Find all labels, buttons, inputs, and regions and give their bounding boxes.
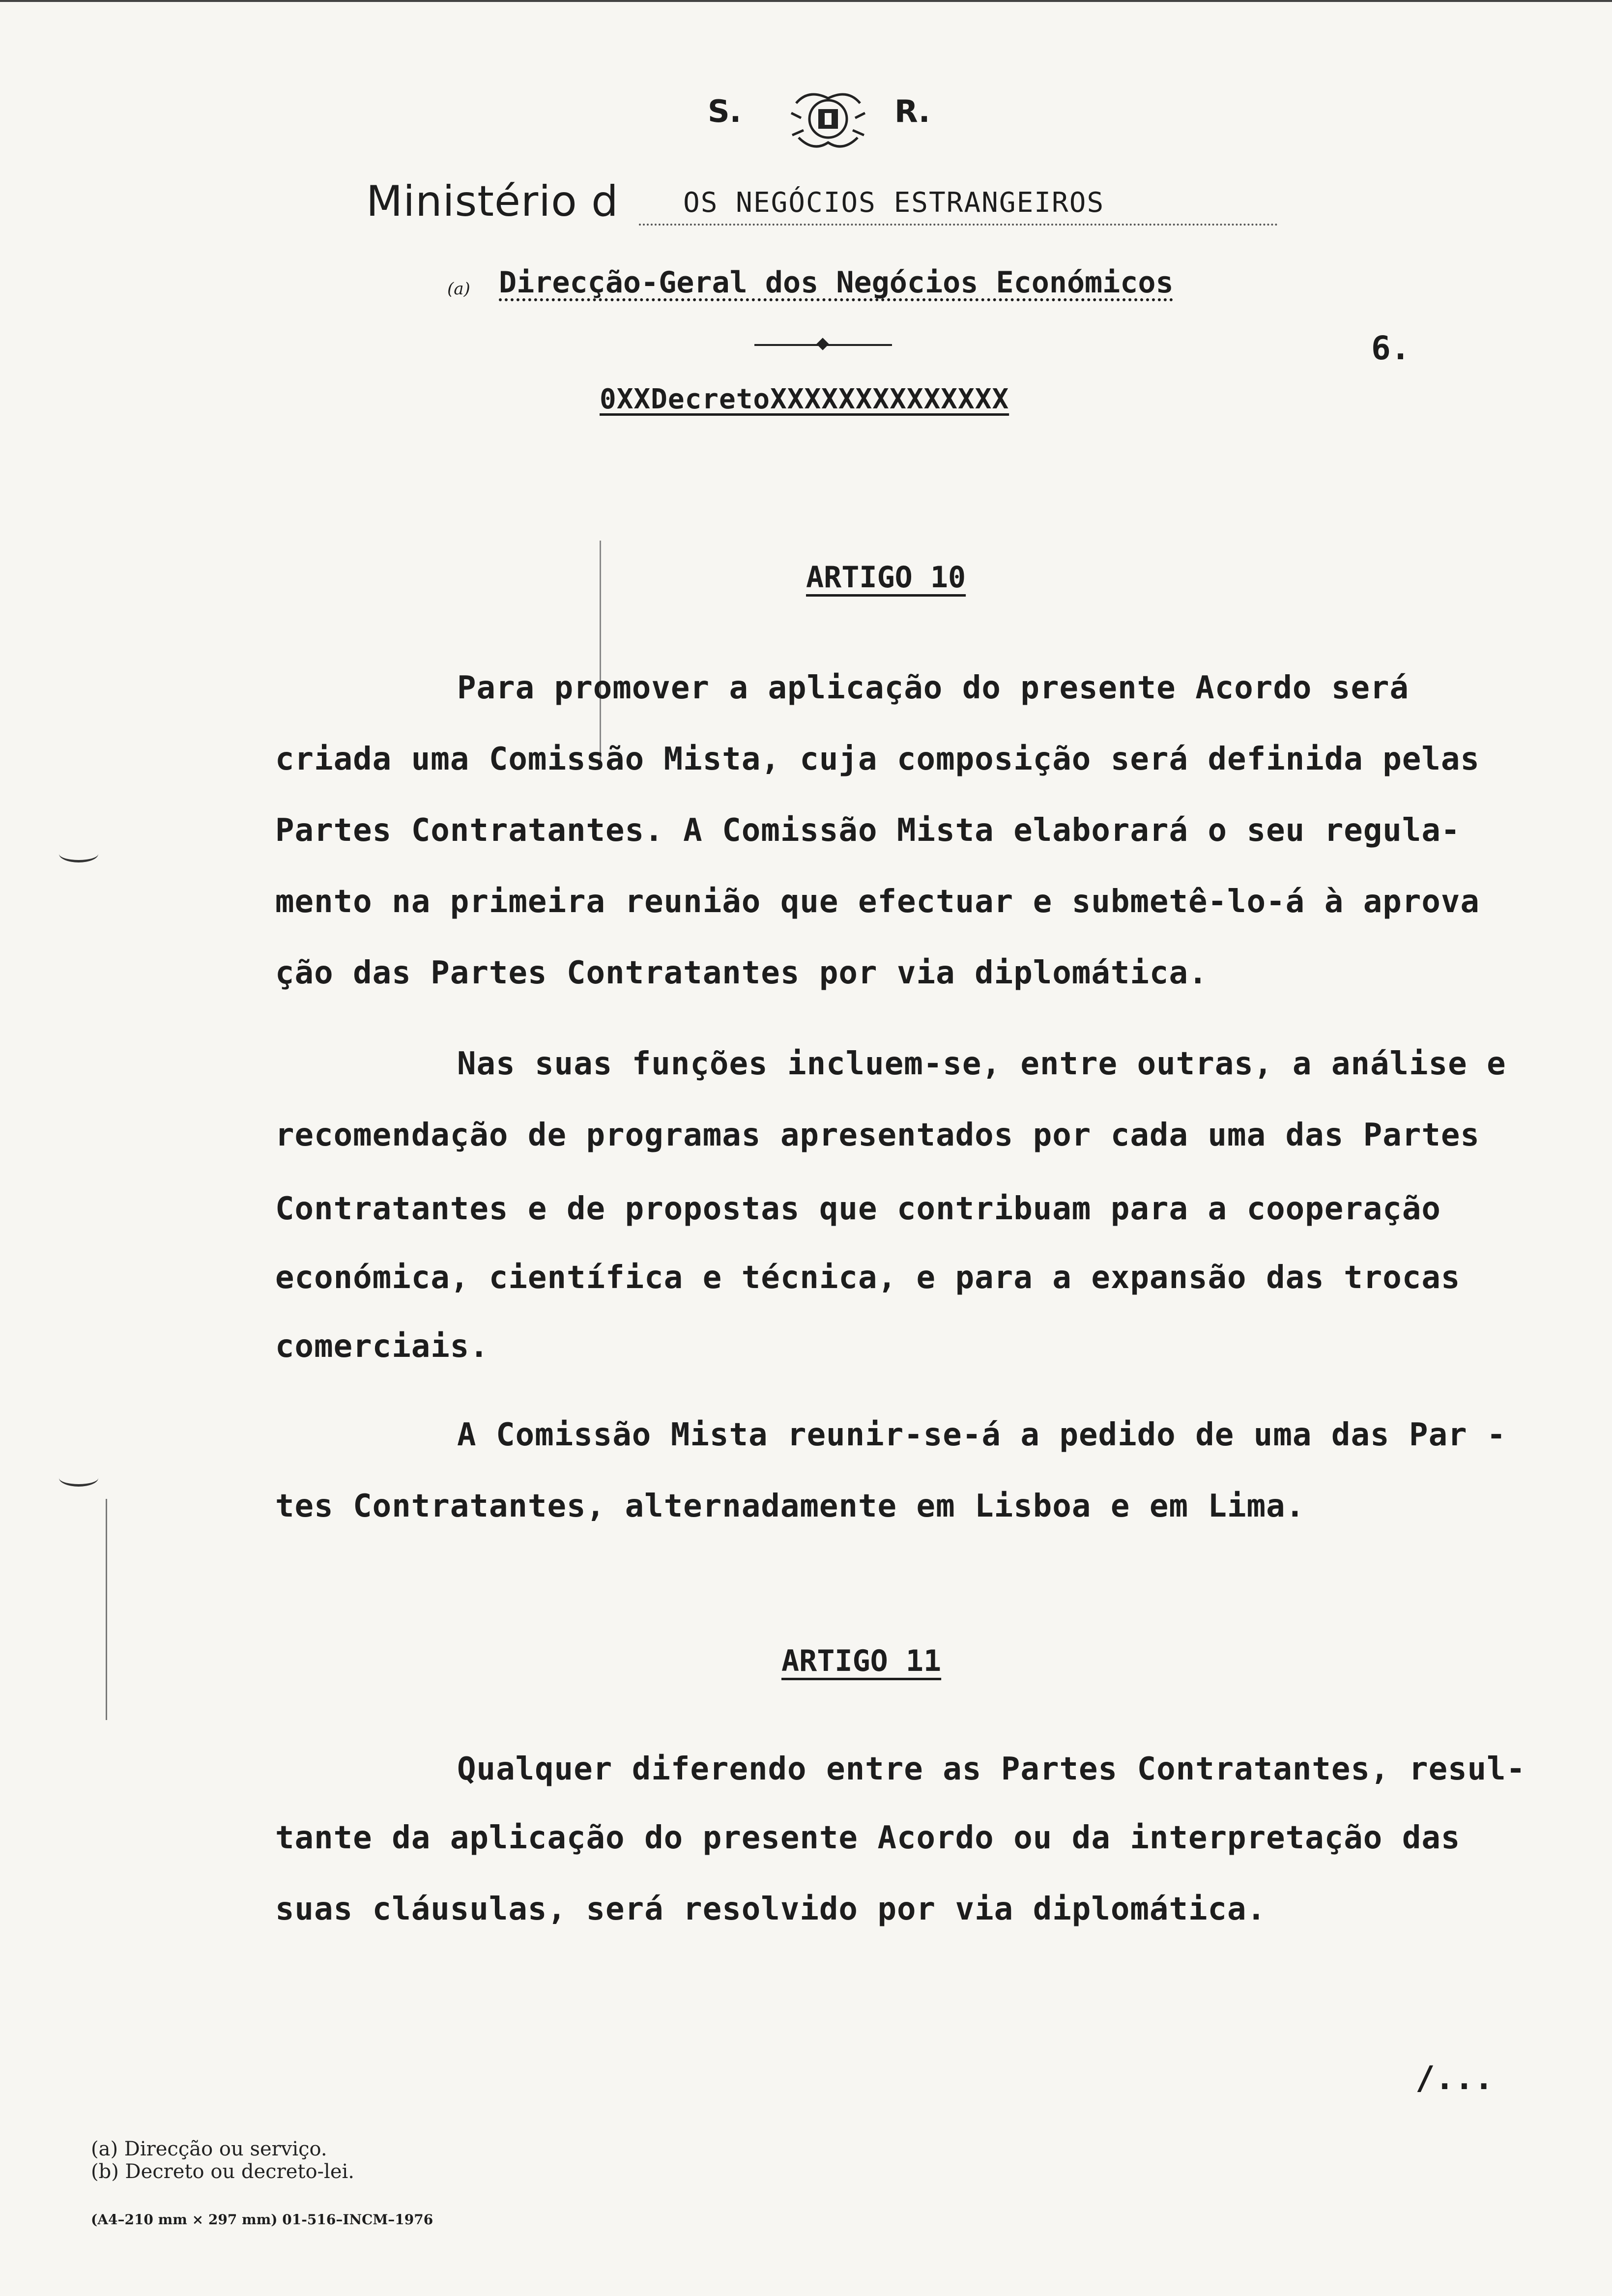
- article-10-line: A Comissão Mista reunir-se-á a pedido de uma das Par -: [457, 1417, 1506, 1453]
- footnote-b: (b) Decreto ou decreto-lei.: [91, 2160, 355, 2183]
- article-10-line: Partes Contratantes. A Comissão Mista elaborará o seu regula-: [275, 812, 1461, 849]
- article-10-line: Nas suas funções incluem-se, entre outras, a análise e: [457, 1046, 1506, 1082]
- article-10-line: Contratantes e de propostas que contribuam para a cooperação: [275, 1191, 1441, 1227]
- top-edge-rule: [0, 0, 1612, 2]
- article-10-line: ção das Partes Contratantes por via diplomática.: [275, 955, 1208, 991]
- direction-name: Direcção-Geral dos Negócios Económicos: [499, 265, 1174, 300]
- article-11-line: Qualquer diferendo entre as Partes Contratantes, resul-: [457, 1751, 1526, 1787]
- page-number: 6.: [1371, 329, 1410, 367]
- article-10-line: comerciais.: [275, 1328, 489, 1365]
- article-10-line: mento na primeira reunião que efectuar e submetê-lo-á à aprova: [275, 884, 1480, 920]
- ministry-name: OS NEGÓCIOS ESTRANGEIROS: [683, 187, 1105, 219]
- continued-mark: /...: [1415, 2059, 1494, 2097]
- punch-hole-mark: [59, 845, 98, 862]
- ministry-dotted-line: [639, 224, 1278, 226]
- letterhead-r: R.: [894, 93, 930, 129]
- ornament-diamond-icon: [816, 338, 829, 350]
- article-11-heading: ARTIGO 11: [781, 1644, 942, 1678]
- footnotes: [91, 2138, 354, 2183]
- punch-hole-mark: [59, 1469, 98, 1487]
- footnote-a: (a) Direcção ou serviço.: [91, 2138, 327, 2160]
- margin-mark: [600, 541, 601, 762]
- letterhead-s: S.: [708, 93, 742, 129]
- article-10-line: económica, científica e técnica, e para a expansão das trocas: [275, 1260, 1461, 1296]
- direction-footnote-marker: (a): [447, 279, 470, 299]
- struck-out-line: 0XXDecretoXXXXXXXXXXXXXX: [600, 383, 1009, 415]
- article-10-line: recomendação de programas apresentados por cada uma das Partes: [275, 1117, 1480, 1153]
- coat-of-arms-icon: [786, 84, 870, 157]
- article-10-line: criada uma Comissão Mista, cuja composição será definida pelas: [275, 741, 1480, 777]
- article-10-line: Para promover a aplicação do presente Acordo será: [457, 670, 1410, 706]
- letterhead-seal-row: [678, 84, 983, 162]
- article-10-heading: ARTIGO 10: [806, 560, 966, 595]
- form-code: (A4–210 mm × 297 mm) 01-516–INCM–1976: [91, 2211, 433, 2228]
- article-11-line: suas cláusulas, será resolvido por via diplomática.: [275, 1891, 1267, 1927]
- ministry-label: Ministério d: [366, 177, 619, 226]
- article-11-line: tante da aplicação do presente Acordo ou da interpretação das: [275, 1820, 1461, 1856]
- left-margin-mark: [106, 1499, 107, 1720]
- article-10-line: tes Contratantes, alternadamente em Lisboa e em Lima.: [275, 1488, 1305, 1524]
